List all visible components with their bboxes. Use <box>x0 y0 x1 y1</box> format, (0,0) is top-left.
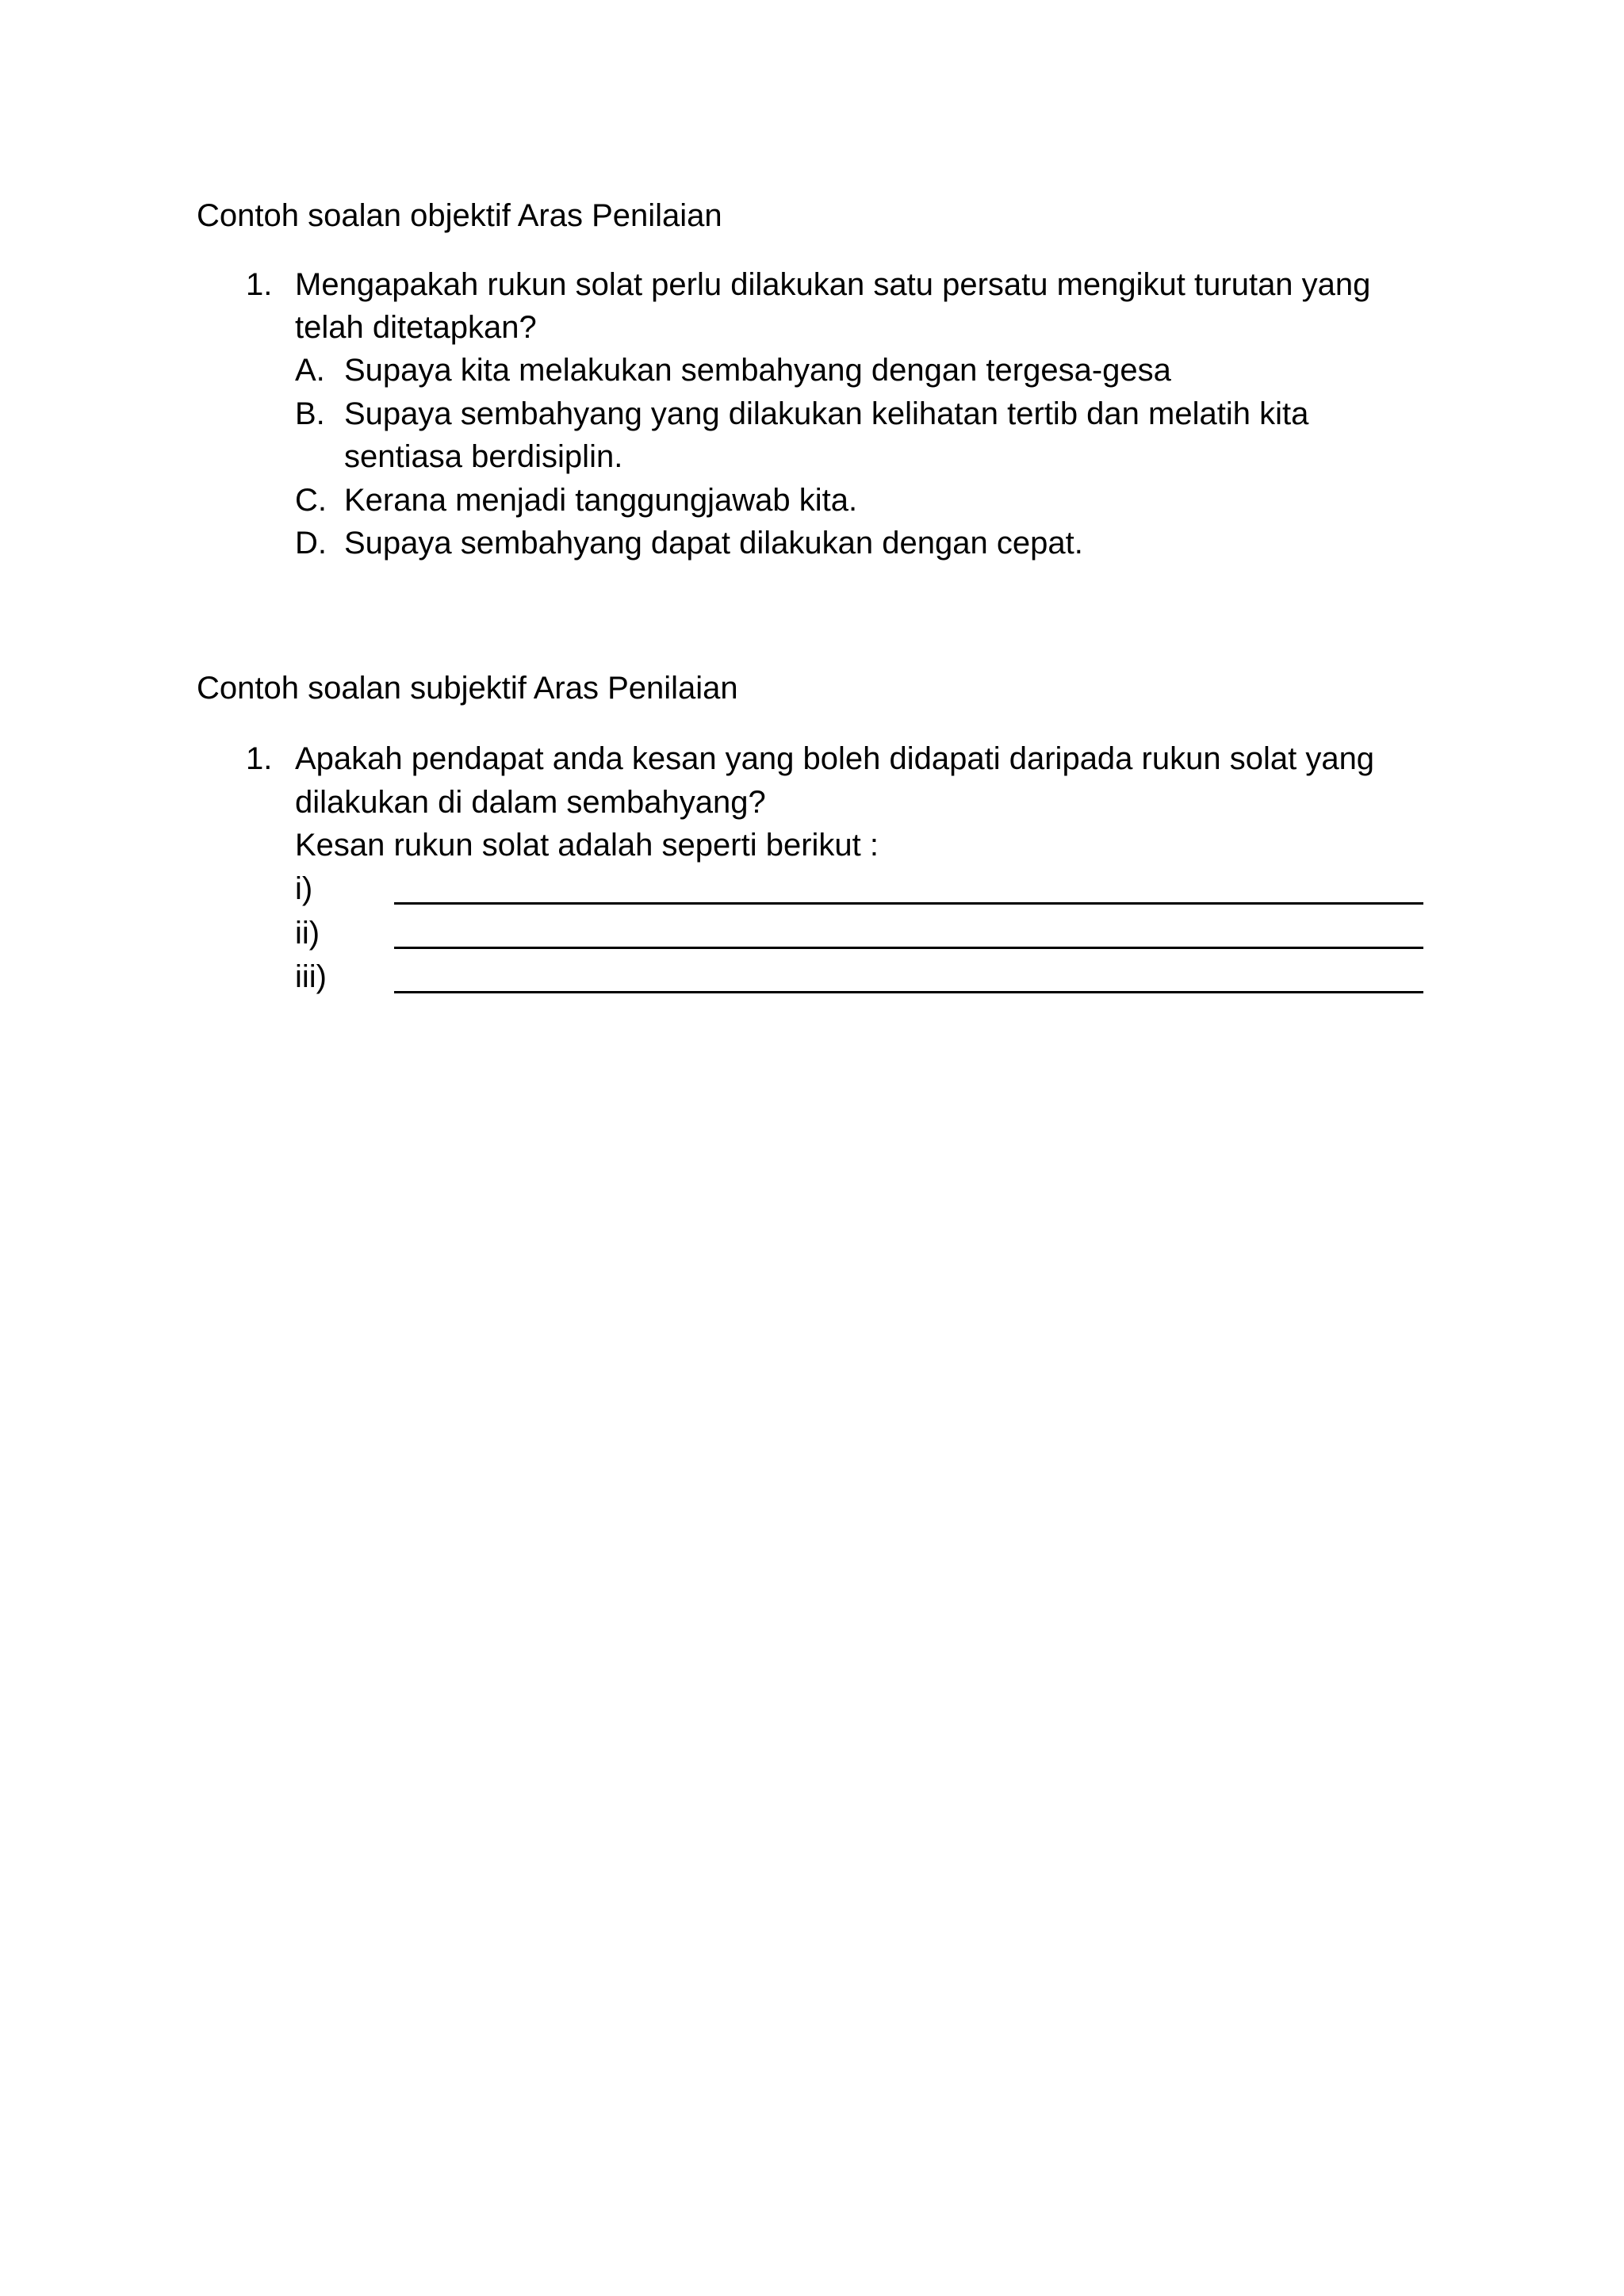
objective-heading: Contoh soalan objektif Aras Penilaian <box>197 198 722 233</box>
option-b-text-continued: sentiasa berdisiplin. <box>344 439 623 474</box>
objective-question-number: 1. <box>246 267 273 302</box>
answer-line-i[interactable] <box>394 902 1423 905</box>
objective-question-line: Mengapakah rukun solat perlu dilakukan satu persatu mengikut turutan yang <box>295 267 1371 302</box>
option-c-letter: C. <box>295 483 327 518</box>
answer-label-ii: ii) <box>295 916 320 951</box>
option-d-text: Supaya sembahyang dapat dilakukan dengan cepat. <box>344 526 1083 561</box>
subjective-question-number: 1. <box>246 741 273 776</box>
answer-label-iii: iii) <box>295 959 327 994</box>
subjective-instruction: Kesan rukun solat adalah seperti berikut : <box>295 828 879 863</box>
option-b-letter: B. <box>295 396 325 431</box>
option-b-text: Supaya sembahyang yang dilakukan kelihatan tertib dan melatih kita <box>344 396 1309 431</box>
subjective-question-line: dilakukan di dalam sembahyang? <box>295 785 766 820</box>
option-a-letter: A. <box>295 353 325 388</box>
answer-line-iii[interactable] <box>394 991 1423 993</box>
subjective-question-line: Apakah pendapat anda kesan yang boleh didapati daripada rukun solat yang <box>295 741 1375 776</box>
option-c-text: Kerana menjadi tanggungjawab kita. <box>344 483 858 518</box>
objective-question-line: telah ditetapkan? <box>295 310 537 345</box>
answer-line-ii[interactable] <box>394 947 1423 949</box>
subjective-heading: Contoh soalan subjektif Aras Penilaian <box>197 671 738 706</box>
option-a-text: Supaya kita melakukan sembahyang dengan tergesa-gesa <box>344 353 1171 388</box>
answer-label-i: i) <box>295 871 313 906</box>
option-d-letter: D. <box>295 526 327 561</box>
